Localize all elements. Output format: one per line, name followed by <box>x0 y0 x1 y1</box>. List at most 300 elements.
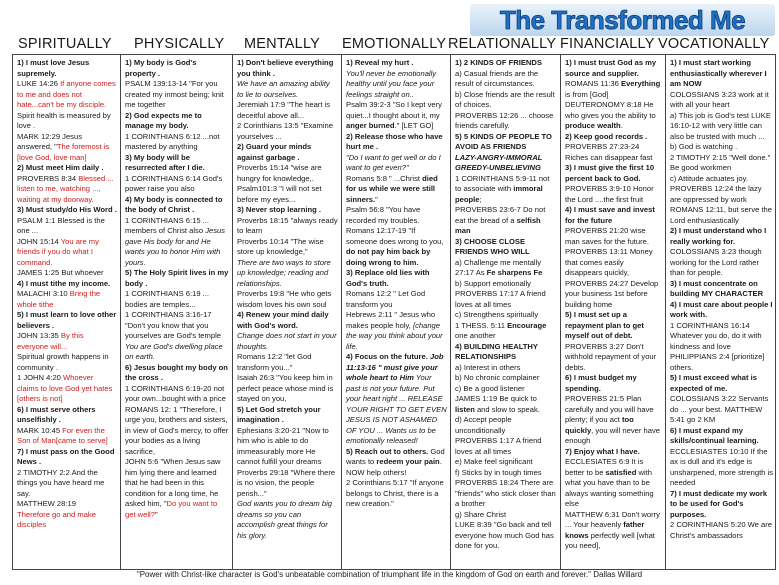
column-2-line <box>237 310 338 331</box>
column-3-line <box>346 205 447 268</box>
text-run: You are my friends if you do what I command. <box>17 236 99 267</box>
column-3-line <box>346 447 447 479</box>
text-run: 5) The Holy Spirit lives in my body . <box>125 268 229 288</box>
column-0-line <box>17 237 117 269</box>
column-4-line <box>455 69 557 90</box>
text-run: 2 TIMOTHY 2:2 And the things you have heard me say. <box>17 467 105 498</box>
column-0-line <box>17 268 117 279</box>
column-5-line <box>565 132 662 143</box>
text-run: 2 TIMOTHY 2:15 "Well done." Be good workmen <box>670 152 771 172</box>
text-run: You are God's dwelling place on earth. <box>125 341 223 361</box>
text-run: e) Make feel significant <box>455 457 533 466</box>
text-run: c) Attitude actuates joy. PROVERBS 12:24 the lazy are oppressed by work <box>670 173 762 204</box>
text-run: selfish man <box>455 215 541 235</box>
column-5-line <box>565 79 662 100</box>
header-mentally: MENTALLY <box>244 36 320 52</box>
column-2-line <box>237 426 338 500</box>
text-run: 6) I must budget my spending. <box>565 373 637 393</box>
text-run: The foremost is [love God, love man] <box>17 142 110 162</box>
column-1-line <box>125 310 229 363</box>
text-run: JOHN 13:35 <box>17 331 61 340</box>
text-run: 5) Reach out to others. <box>346 446 429 456</box>
column-vocationally <box>665 55 777 569</box>
text-run: perfectly well [what you need], <box>565 530 655 550</box>
column-4-line <box>455 363 557 374</box>
text-run: PROVERBS 3:27 Don't withhold repayment of your debts. <box>565 341 657 372</box>
column-1-line <box>125 195 229 216</box>
text-run: LUKE 14:26 <box>17 79 61 88</box>
column-0-line <box>17 310 117 331</box>
text-run: PROVERBS 23:6-7 Do not eat the bread of a <box>455 205 546 225</box>
text-run: 2) God expects me to manage my body. <box>125 110 202 130</box>
text-run: 4) Renew your mind daily with God's word. <box>237 310 329 330</box>
text-run: Proverbs 10:14 "The wise store up knowledge," <box>237 236 324 256</box>
text-run: Romans 12:2 "let God transform you..." <box>237 352 312 372</box>
text-run: PROVERBS 21:20 wise man saves for the future. PROVERBS 13:11 Money that comes easily disappears quickly, PROVERBS 24:27 Develop your business 1st before building home <box>565 226 659 309</box>
column-1-line <box>125 111 229 132</box>
text-run: Job 11:13-16 " must give your whole heart to Him <box>346 352 444 382</box>
text-run: 1 THESS. 5:11 <box>455 320 508 330</box>
text-run: 1) I must start working enthusiastically wherever I am NOW <box>670 58 767 88</box>
text-run: with what you have than to be always wanting something else <box>565 467 654 508</box>
text-run: Jesus gave His body for and He wants you to honor Him with yours. <box>125 226 226 267</box>
text-run: 3) Never stop learning . <box>237 205 321 214</box>
text-run: 3) My body will be resurrected after I die. <box>125 152 205 172</box>
text-run: b) Close friends are the result of choices. <box>455 89 555 109</box>
column-1-line <box>125 384 229 405</box>
column-6-line <box>670 352 774 373</box>
column-3-line <box>346 310 447 352</box>
text-run: If anyone comes to me and does not hate...can't be my disciple. <box>17 79 116 109</box>
column-3-line <box>346 58 447 69</box>
column-0-line <box>17 405 117 426</box>
column-5-line <box>565 373 662 394</box>
column-2-line <box>237 205 338 216</box>
text-run: God wants you to dream big dreams so you can accomplish great things for his glory. <box>237 499 332 540</box>
column-emotionally <box>341 55 450 569</box>
column-1-line <box>125 268 229 289</box>
column-headers <box>12 36 776 54</box>
column-4-line <box>455 268 557 279</box>
column-spiritually <box>13 55 120 569</box>
column-6-line <box>670 58 774 90</box>
column-2-line <box>237 331 338 352</box>
text-run: 7) Enjoy what I have. <box>565 446 640 456</box>
text-run: Ephesians 3:20-21 "Now to him who is able to do immeasurably more He cannot fulfill your dreams Proverbs 29:18 "Where there is no vision, the people perish..." <box>237 425 336 498</box>
text-run: PHILIPPIANS 2:4 [prioritize] others. <box>670 352 765 372</box>
column-2-line <box>237 142 338 163</box>
column-1-line <box>125 216 229 269</box>
text-run: 5) Let God stretch your imagination . <box>237 404 321 424</box>
column-6-line <box>670 321 774 353</box>
column-4-line <box>455 510 557 521</box>
text-run: Hebrews 2:11 " Jesus who makes people holy, <box>346 310 436 330</box>
column-5-line <box>565 310 662 342</box>
text-run: 1) Don't believe everything you think . <box>237 58 334 78</box>
column-6-line <box>670 142 774 153</box>
page-title: The Transformed Me <box>499 5 746 35</box>
header-relationally: RELATIONALLY <box>448 36 557 52</box>
text-run: ; <box>479 194 482 204</box>
text-run: 1 JOHN 4:20 <box>17 373 64 382</box>
text-run: " <box>154 509 158 519</box>
text-run: MARK 10:45 <box>17 425 63 435</box>
text-run: JOHN 5:6 "When Jesus saw him lying there and learned that he had been in this condition for a long time, he asked him, " <box>125 457 221 508</box>
column-relationally <box>450 55 560 569</box>
column-6-line <box>670 373 774 394</box>
column-0-line <box>17 468 117 500</box>
text-run: 6) I must serve others unselfishly . <box>17 404 96 424</box>
text-run: a) This job is God's test LUKE 16:10-12 with very little can also be trusted with much ... <box>670 110 771 141</box>
column-3-line <box>346 352 447 447</box>
column-0-line <box>17 289 117 310</box>
column-2-line <box>237 258 338 290</box>
text-run: PROVERBS 12:26 ... choose friends carefully. <box>455 110 554 130</box>
text-run: f) Sticks by in tough times <box>455 467 542 477</box>
text-run: 4) My body is connected to the body of Christ . <box>125 194 223 214</box>
column-2-line <box>237 163 338 184</box>
text-run: MALACHI 3:10 <box>17 289 70 298</box>
column-0-line <box>17 58 117 79</box>
column-3-line <box>346 100 447 132</box>
text-run: God wants to <box>346 446 445 466</box>
column-0-line <box>17 132 117 164</box>
column-6-line <box>670 300 774 321</box>
text-run: 4) BUILDING HEALTHY RELATIONSHIPS <box>455 341 538 361</box>
column-6-line <box>670 111 774 143</box>
text-run: There are two ways to store up knowledge; reading and relationships. <box>237 257 331 288</box>
column-3-line <box>346 174 447 206</box>
text-run: 3) I must concentrate on building MY CHARACTER <box>670 278 764 298</box>
column-3-line <box>346 153 447 174</box>
text-run: Spiritual growth happens in community . <box>17 352 109 372</box>
text-run: redeem your pain <box>376 457 440 466</box>
column-0-line <box>17 510 117 531</box>
text-run: We have an amazing ability to lie to ourselves. <box>237 79 330 99</box>
text-run: COLOSSIANS 3:22 Servants do ... your best. MATTHEW 5:41 go 2 KM <box>670 394 769 424</box>
column-2-line <box>237 121 338 142</box>
header-physically: PHYSICALLY <box>134 36 225 52</box>
text-run: 1) I must love Jesus supremely. <box>17 58 90 78</box>
column-4-line <box>455 520 557 552</box>
column-6-line <box>670 520 774 541</box>
text-run: COLOSSIANS 3:23 work at it with all your heart <box>670 89 769 109</box>
text-run: Do you want to get well? <box>125 499 218 519</box>
text-run: do not pay him back by doing wrong to him. <box>346 247 431 267</box>
text-run: c) Strengthens spiritually <box>455 310 539 319</box>
text-run: JOHN 15:14 <box>17 236 61 246</box>
column-5-line <box>565 510 662 552</box>
text-run: a) Interest in others <box>455 362 521 372</box>
text-run: ECCLESIASTES 10:10 If the ax is dull and it's edge is unsharpened, more strength is needed <box>670 446 773 487</box>
text-run: MARK 12:29 Jesus answered, " <box>17 131 82 151</box>
text-run: 4) I must tithe my income. <box>17 278 111 288</box>
column-4-line <box>455 90 557 111</box>
column-5-line <box>565 205 662 226</box>
column-0-line <box>17 111 117 132</box>
text-run: is from [God] <box>565 89 609 99</box>
text-run: Proverbs 19:8 "He who gets wisdom loves his own soul <box>237 289 332 309</box>
text-run: Proverbs 18:15 "always ready to learn <box>237 215 338 235</box>
column-4-line <box>455 279 557 290</box>
column-6-line <box>670 447 774 489</box>
header-spiritually: SPIRITUALLY <box>18 36 112 52</box>
column-4-line <box>455 468 557 479</box>
text-run: 4) Focus on the future. <box>346 352 428 361</box>
column-6-line <box>670 226 774 247</box>
column-0-line <box>17 373 117 405</box>
column-4-line <box>455 205 557 237</box>
text-run: one another <box>455 331 496 340</box>
text-run: 6) Jesus bought my body on the cross . <box>125 362 228 382</box>
text-run: Encourage <box>507 320 547 330</box>
column-2-line <box>237 79 338 100</box>
text-run: 1 CORINTHIANS 6:15 ... members of Christ also <box>125 215 209 235</box>
footer-quote: "Power with Christ-like character is God's unbeatable combination of triumphant life in the kingdom of God on earth and forever." Dallas Willard <box>136 570 643 579</box>
text-run: 5) I must set up a repayment plan to get myself out of debt. <box>565 310 644 340</box>
text-run: 1) Reveal my hurt . <box>346 58 414 67</box>
column-2-line <box>237 352 338 373</box>
text-run: 2) Keep good records . <box>565 131 648 141</box>
text-run: died for us while we were still sinners. <box>346 173 438 204</box>
text-run: Jeremiah 17:9 "The heart is deceitful above all... <box>237 100 331 120</box>
column-4-line <box>455 478 557 510</box>
text-run: too quickly <box>565 415 634 435</box>
column-6-line <box>670 205 774 226</box>
header-financially: FINANCIALLY <box>560 36 655 52</box>
text-run: satisfied <box>605 467 637 477</box>
text-run: You'll never be emotionally healthy until you face your feelings straight on.. <box>346 68 437 99</box>
column-4-line <box>455 289 557 310</box>
column-5-line <box>565 100 662 132</box>
text-run: 2 Corinthians 5:17 "If anyone belongs to Christ, there is a new creation." <box>346 478 444 508</box>
column-0-line <box>17 426 117 447</box>
text-run: PSALM 139:13-14 "For you created my inmost being; knit me together <box>125 79 224 109</box>
text-run: Psalm 56:8 "You have recorded my troubles. Romans 12:17-19 "If someone does wrong to you, <box>346 205 444 246</box>
text-run: Everything <box>621 79 661 88</box>
column-2-line <box>237 373 338 405</box>
text-run: ECCLESIATES 6:9 It is better to be <box>565 457 644 477</box>
text-run: Your past is not your future. Put your heart right ... RELEASE YOUR RIGHT TO GET EVEN JESUS IS NOT ASHAMED OF YOU ... Wants us to be emotionally released! <box>346 373 447 445</box>
column-4-line <box>455 132 557 153</box>
text-run: 6) I must expand my skills/continual learning. <box>670 425 759 445</box>
column-0-line <box>17 174 117 206</box>
text-run: 7) I must dedicate my work to be used for God's purposes. <box>670 488 768 519</box>
text-run: LUKE 8:39 "Go back and tell everyone how much God has done for you. <box>455 520 554 550</box>
text-run: . <box>620 121 623 130</box>
text-run: PSALM 1:1 Blessed is the one ... <box>17 215 105 235</box>
column-1-line <box>125 79 229 111</box>
title-banner <box>470 4 775 36</box>
column-1-line <box>125 363 229 384</box>
text-run: " <box>375 194 378 204</box>
column-0-line <box>17 352 117 373</box>
text-run: a) Challenge me mentally <box>455 257 542 267</box>
column-0-line <box>17 79 117 111</box>
text-run: 1 CORINTHIANS 6:14 God's power raise you also <box>125 173 223 193</box>
text-run: COLOSSIANS 3:23 though working for the Lord rather than for people. <box>670 247 762 277</box>
text-run: Isaiah 26:3 "You keep him in perfect peace whose mind is stayed on you, <box>237 373 334 403</box>
text-run: 1 CORINTHIANS 6:19-20 not your own...bought with a price <box>125 383 226 403</box>
text-run: Proverbs 15:14 "wise are hungry for knowledge,. <box>237 163 322 183</box>
text-run: ROMANS 12: 1 "Therefore, I urge you, brothers and sisters, in view of God's mercy, to offer your bodies as a living sacrifice, <box>125 404 229 456</box>
column-2-line <box>237 100 338 121</box>
column-2-line <box>237 184 338 205</box>
text-run: Romans 5:8 " ...Christ <box>346 173 423 183</box>
text-run: g) Share Christ <box>455 509 507 519</box>
text-run: PROVERBS 21:5 Plan carefully and you will have plenty; if you act <box>565 394 654 424</box>
column-1-line <box>125 132 229 153</box>
column-4-line <box>455 174 557 206</box>
text-run: father knows <box>565 520 645 540</box>
text-run: PROVERBS 1:17 A friend loves at all times <box>455 436 542 456</box>
text-run: MATTHEW 6:31 Don't worry ... Your heavenly <box>565 509 660 529</box>
column-mentally <box>232 55 341 569</box>
text-run: 1) My body is God's property . <box>125 58 197 78</box>
header-emotionally: EMOTIONALLY <box>342 36 447 52</box>
column-4-line <box>455 237 557 258</box>
column-5-line <box>565 142 662 163</box>
column-4-line <box>455 394 557 415</box>
text-run: LAZY-ANGRY-IMMORAL GREEDY-UNBELIEVING <box>455 152 543 172</box>
text-run: Therefore go and make disciples <box>17 509 96 529</box>
column-2-line <box>237 58 338 79</box>
text-run: Blessed ... listen to me, watching ..., waiting at my doorway. <box>17 173 114 204</box>
column-4-line <box>455 342 557 363</box>
column-1-line <box>125 153 229 174</box>
text-run: 3) Replace old lies with God's truth. <box>346 268 430 288</box>
text-run: JAMES 1:19 Be quick to <box>455 394 537 403</box>
column-physically <box>120 55 232 569</box>
column-5-line <box>565 447 662 458</box>
text-run: and slow to speak. <box>474 404 540 414</box>
text-run: "Do I want to get well or do I want to get even?" <box>346 152 441 172</box>
column-6-line <box>670 247 774 279</box>
text-run: Whoever claims to love God yet hates [others is not] <box>17 373 113 403</box>
text-run: PROVERBS 17:17 A friend loves at all times <box>455 289 546 309</box>
text-run: b) God is watching . <box>670 142 738 151</box>
text-run: b) Support emotionally <box>455 278 531 288</box>
text-run: PROVERBS 8:34 <box>17 173 79 183</box>
column-6-line <box>670 394 774 426</box>
text-run: 5) I must exceed what is expected of me. <box>670 373 757 393</box>
column-3-line <box>346 478 447 510</box>
text-run: Romans 12:2 " Let God transform you <box>346 289 426 309</box>
column-1-line <box>125 174 229 195</box>
text-run: b) No chronic complainer <box>455 373 540 382</box>
text-run: Fe sharpens Fe <box>486 268 543 277</box>
text-run: 7) I must pass on the Good News . <box>17 446 115 466</box>
text-run: By this everyone will... <box>17 331 84 351</box>
column-2-line <box>237 405 338 426</box>
column-0-line <box>17 447 117 468</box>
column-6-line <box>670 426 774 447</box>
text-run: PROVERBS 18:24 There are "friends" who stick closer than a brother <box>455 478 556 508</box>
column-3-line <box>346 289 447 310</box>
column-5-line <box>565 394 662 447</box>
column-0-line <box>17 163 117 174</box>
column-5-line <box>565 457 662 510</box>
column-4-line <box>455 457 557 468</box>
column-4-line <box>455 111 557 132</box>
text-run: immoral people <box>455 184 543 204</box>
column-6-line <box>670 153 774 174</box>
column-1-line <box>125 58 229 79</box>
column-0-line <box>17 331 117 352</box>
text-run: listen <box>455 404 475 414</box>
column-2-line <box>237 237 338 258</box>
text-run: 1 CORINTHIANS 6:12 ...not mastered by anything <box>125 131 220 151</box>
text-run: Psalm101:3 "I will not set before my eyes... <box>237 184 322 204</box>
text-run: 1 CORINTHIANS 6:19 ... bodies are temples... <box>125 289 209 309</box>
text-run: For even the Son of Man[came to serve] <box>17 425 108 445</box>
text-run: Spirit health is measured by love . <box>17 110 111 130</box>
text-run: MATTHEW 28:19 <box>17 499 76 508</box>
column-6-line <box>670 174 774 206</box>
column-4-line <box>455 58 557 69</box>
content-grid <box>12 54 776 570</box>
text-run: ROMANS 11:36 <box>565 79 621 88</box>
column-0-line <box>17 279 117 290</box>
text-run: 1 CORINTHIANS 5:9-11 not to associate with <box>455 173 550 193</box>
column-6-line <box>670 90 774 111</box>
column-5-line <box>565 184 662 205</box>
text-run: ." [LET GO] <box>394 121 434 130</box>
text-run: 5) 5 KINDS OF PEOPLE TO AVOID AS FRIENDS <box>455 131 552 151</box>
column-1-line <box>125 405 229 458</box>
text-run: 1) 2 KINDS OF FRIENDS <box>455 58 542 67</box>
column-0-line <box>17 205 117 216</box>
column-4-line <box>455 415 557 436</box>
text-run: a) Casual friends are the result of circumstances. <box>455 68 539 88</box>
column-5-line <box>565 226 662 310</box>
header-vocationally: VOCATIONALLY <box>658 36 770 52</box>
text-run: 2) I must understand who I really working for. <box>670 226 767 246</box>
text-run: Change does not start in your thoughts. <box>237 331 337 351</box>
column-3-line <box>346 268 447 289</box>
text-run: 2) Must meet Him daily . <box>17 163 104 172</box>
text-run: Psalm 39:2-3 "So I kept very quiet...I thought about it, my <box>346 100 442 120</box>
text-run: c) Be a good listener <box>455 383 525 393</box>
column-4-line <box>455 153 557 174</box>
column-4-line <box>455 310 557 321</box>
text-run: PROVERBS 3:9-10 Honor the Lord ....the first fruit <box>565 184 654 204</box>
column-0-line <box>17 216 117 237</box>
text-run: produce wealth <box>565 121 621 130</box>
text-run: [change the way you think about your life. <box>346 320 443 351</box>
column-6-line <box>670 489 774 521</box>
column-4-line <box>455 373 557 384</box>
text-run: 1) I must trust God as my source and supplier. <box>565 58 657 78</box>
text-run: DEUTERONOMY 8:18 He who gives you the ability to <box>565 100 656 120</box>
text-run: ROMANS 12:11, but serve the Lord enthusiastically <box>670 205 772 225</box>
text-run: 3) I must give the first 10 percent back to God. <box>565 163 655 183</box>
column-5-line <box>565 58 662 79</box>
column-6-line <box>670 279 774 300</box>
text-run: JAMES 1:25 But whoever <box>17 268 104 277</box>
column-financially <box>560 55 665 569</box>
text-run: Bring the whole tithe <box>17 289 101 309</box>
column-3-line <box>346 132 447 153</box>
text-run: d) Accept people unconditionally <box>455 415 512 435</box>
column-1-line <box>125 289 229 310</box>
column-2-line <box>237 289 338 310</box>
text-run: 1 CORINTHIANS 3:16-17 "Don't you know that you yourselves are God's temple <box>125 310 221 340</box>
text-run: 3) CHOOSE CLOSE FRIENDS WHO WILL <box>455 236 530 256</box>
text-run: . NOW help others! <box>346 457 442 477</box>
text-run: 3) Must study/do His Word . <box>17 205 117 214</box>
column-4-line <box>455 436 557 457</box>
